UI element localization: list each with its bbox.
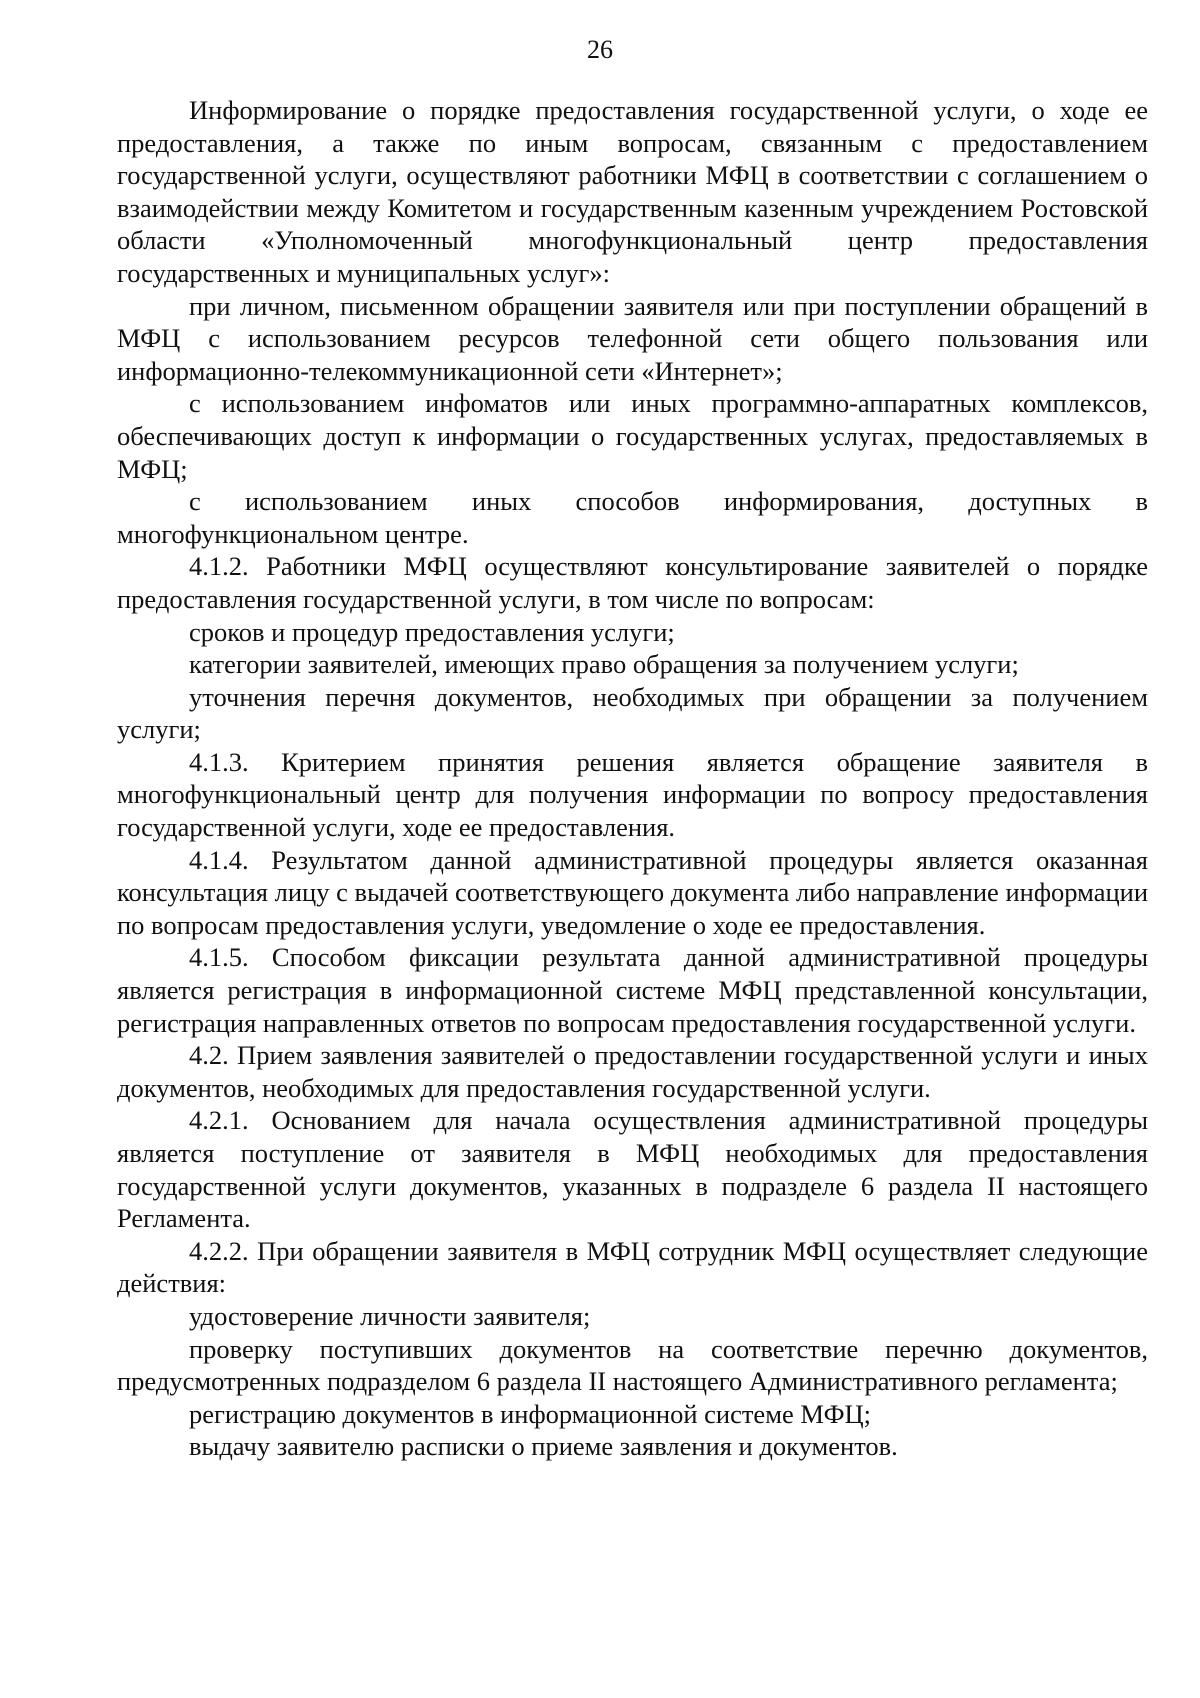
paragraph: при личном, письменном обращении заявителя или при поступлении обращений в МФЦ с использованием ресурсов телефонной сети общего пользования или информационно-телекоммуникационной сети «Интернет»; xyxy=(117,290,1148,386)
paragraph: с использованием иных способов информирования, доступных в многофункциональном центре. xyxy=(117,486,1148,549)
paragraph: 4.1.4. Результатом данной административной процедуры является оказанная консультация лицу с выдачей соответствующего документа либо направление информации по вопросам предоставления услуги, уведомление о ходе ее предоставления. xyxy=(117,844,1148,940)
paragraph: категории заявителей, имеющих право обращения за получением услуги; xyxy=(189,649,1019,680)
paragraph: с использованием инфоматов или иных программно-аппаратных комплексов, обеспечивающих доступ к информации о государственных услугах, предоставляемых в МФЦ; xyxy=(117,388,1148,484)
document-body xyxy=(117,94,1148,1463)
paragraph: выдачу заявителю расписки о приеме заявления и документов. xyxy=(189,1431,898,1462)
paragraph: 4.2. Прием заявления заявителей о предоставлении государственной услуги и иных документов, необходимых для предоставления государственной услуги. xyxy=(117,1040,1148,1103)
paragraph: Информирование о порядке предоставления государственной услуги, о ходе ее предоставления, а также по иным вопросам, связанным с предоставлением государственной услуги, осуществляют работники МФЦ в соответствии с соглашением о взаимодействии между Комитетом и государственным казенным учреждением Ростовской области «Уполномоченный многофункциональный центр предоставления государственных и муниципальных услуг»: xyxy=(117,95,1148,288)
paragraph: 4.2.1. Основанием для начала осуществления административной процедуры является поступление от заявителя в МФЦ необходимых для предоставления государственной услуги документов, указанных в подразделе 6 раздела II настоящего Регламента. xyxy=(117,1105,1148,1234)
paragraph: 4.2.2. При обращении заявителя в МФЦ сотрудник МФЦ осуществляет следующие действия: xyxy=(117,1235,1148,1299)
paragraph: регистрацию документов в информационной системе МФЦ; xyxy=(189,1398,871,1429)
page-number: 26 xyxy=(587,35,613,64)
paragraph: 4.1.3. Критерием принятия решения является обращение заявителя в многофункциональный центр для получения информации по вопросу предоставления государственной услуги, ходе ее предоставления. xyxy=(117,746,1148,843)
paragraph: сроков и процедур предоставления услуги; xyxy=(189,616,675,647)
paragraph: проверку поступивших документов на соответствие перечню документов, предусмотренных подразделом 6 раздела II настоящего Административного регламента; xyxy=(117,1333,1148,1397)
paragraph: 4.1.2. Работники МФЦ осуществляют консультирование заявителей о порядке предоставления государственной услуги, в том числе по вопросам: xyxy=(117,551,1148,614)
paragraph: 4.1.5. Способом фиксации результата данной административной процедуры является регистрация в информационной системе МФЦ представленной консультации, регистрация направленных ответов по вопросам предоставления государственной услуги. xyxy=(117,942,1148,1038)
paragraph: уточнения перечня документов, необходимых при обращении за получением услуги; xyxy=(117,681,1148,745)
paragraph: удостоверение личности заявителя; xyxy=(189,1300,591,1331)
